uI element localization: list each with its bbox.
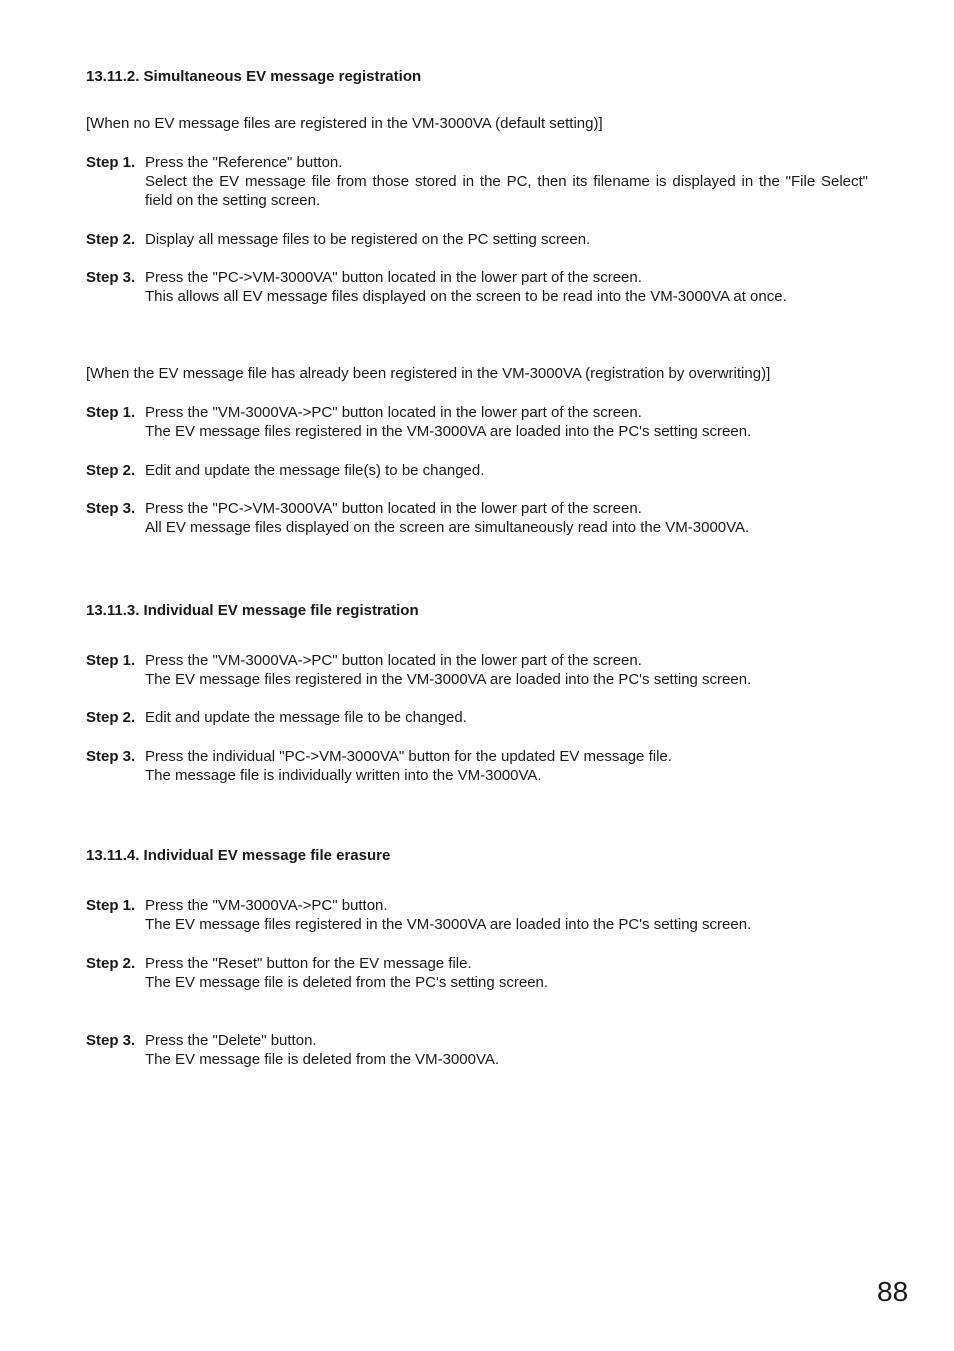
step-text: Press the individual "PC->VM-3000VA" button for the updated EV message file. (145, 748, 672, 765)
step-label: Step 2. (86, 462, 136, 479)
step-item (86, 651, 868, 689)
section-heading-individual-erasure: 13.11.4. Individual EV message file erasure (86, 847, 391, 864)
step-label: Step 1. (86, 652, 136, 669)
step-item (86, 747, 868, 785)
step-item (86, 499, 868, 537)
case-intro-overwriting: [When the EV message file has already been registered in the VM-3000VA (registration by overwriting)] (86, 365, 771, 382)
step-item (86, 708, 868, 727)
step-text: Press the "PC->VM-3000VA" button located in the lower part of the screen. (145, 500, 642, 517)
step-label: Step 1. (86, 154, 136, 171)
step-item (86, 461, 868, 480)
step-label: Step 2. (86, 709, 136, 726)
step-label: Step 3. (86, 1032, 136, 1049)
step-label: Step 3. (86, 500, 136, 517)
step-label: Step 2. (86, 955, 136, 972)
page-number: 88 (877, 1276, 909, 1307)
step-text: The EV message file is deleted from the PC's setting screen. (145, 974, 549, 991)
step-label: Step 2. (86, 231, 136, 248)
step-text: The message file is individually written into the VM-3000VA. (145, 767, 542, 784)
step-text: Edit and update the message file(s) to be changed. (145, 462, 485, 479)
step-text: The EV message files registered in the VM-3000VA are loaded into the PC's setting screen. (145, 916, 752, 933)
step-label: Step 1. (86, 404, 136, 421)
step-item (86, 403, 868, 441)
section-heading-individual-registration: 13.11.3. Individual EV message file registration (86, 602, 419, 619)
step-text: Display all message files to be registered on the PC setting screen. (145, 231, 591, 248)
step-text: Press the "VM-3000VA->PC" button located in the lower part of the screen. (145, 652, 642, 669)
step-text: Press the "Reset" button for the EV message file. (145, 955, 472, 972)
step-text: All EV message files displayed on the screen are simultaneously read into the VM-3000VA. (145, 519, 750, 536)
step-text: The EV message files registered in the VM-3000VA are loaded into the PC's setting screen. (145, 671, 752, 688)
step-label: Step 1. (86, 897, 136, 914)
step-item (86, 230, 868, 249)
step-item (86, 896, 868, 934)
section-heading-simultaneous-registration: 13.11.2. Simultaneous EV message registration (86, 68, 422, 85)
step-text: The EV message file is deleted from the VM-3000VA. (145, 1051, 500, 1068)
step-item (86, 954, 868, 992)
step-text: This allows all EV message files displayed on the screen to be read into the VM-3000VA at once. (145, 288, 787, 305)
step-text: Press the "Delete" button. (145, 1032, 317, 1049)
step-item (86, 153, 868, 210)
step-text: Edit and update the message file to be changed. (145, 709, 467, 726)
case-intro-default-setting: [When no EV message files are registered in the VM-3000VA (default setting)] (86, 115, 603, 132)
step-label: Step 3. (86, 269, 136, 286)
step-item (86, 1031, 868, 1069)
step-text: Press the "VM-3000VA->PC" button located in the lower part of the screen. (145, 404, 642, 421)
step-text: Press the "Reference" button. (145, 154, 343, 171)
step-text: Select the EV message file from those stored in the PC, then its filename is displayed in the "File Select" field on the setting screen. (145, 173, 868, 209)
step-text: Press the "PC->VM-3000VA" button located in the lower part of the screen. (145, 269, 642, 286)
step-text: The EV message files registered in the VM-3000VA are loaded into the PC's setting screen. (145, 423, 752, 440)
step-label: Step 3. (86, 748, 136, 765)
step-text: Press the "VM-3000VA->PC" button. (145, 897, 388, 914)
step-item (86, 268, 868, 306)
